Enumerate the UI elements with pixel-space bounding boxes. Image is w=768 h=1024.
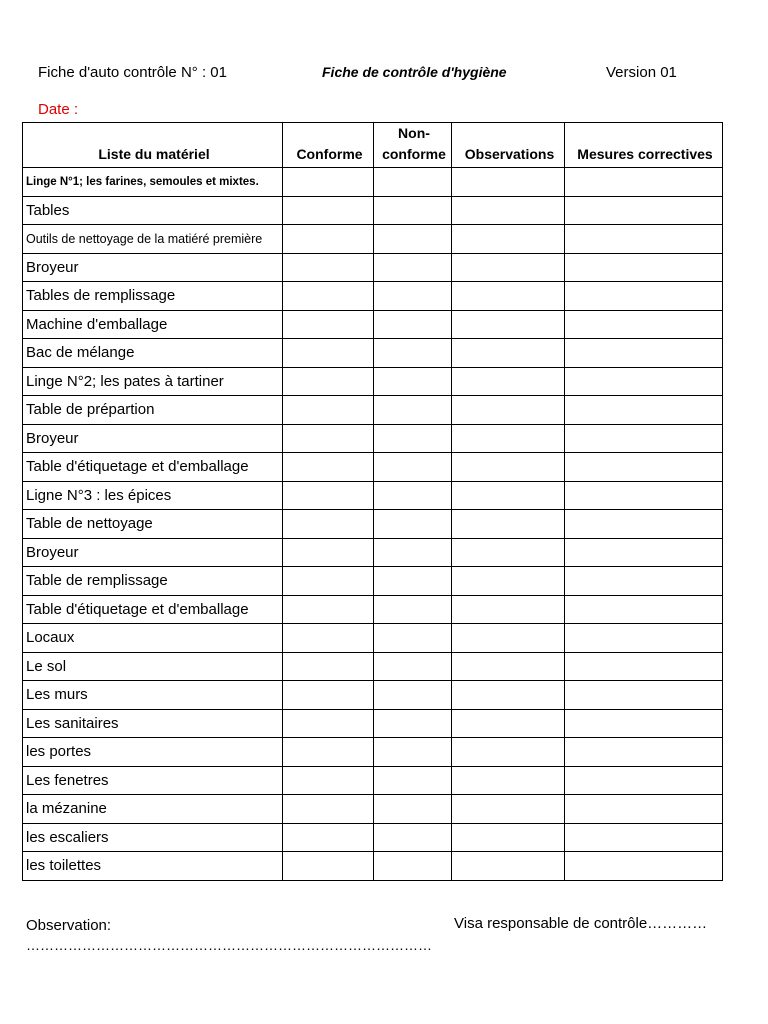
mesures-correctives-cell[interactable] xyxy=(565,538,723,567)
non-conforme-cell[interactable] xyxy=(374,852,452,881)
observation-dotted-line[interactable]: …………………………………………………………………………… xyxy=(26,937,432,953)
mesures-correctives-cell[interactable] xyxy=(565,310,723,339)
conforme-cell[interactable] xyxy=(283,795,374,824)
material-name-cell: Broyeur xyxy=(23,253,283,282)
material-name-cell: Broyeur xyxy=(23,424,283,453)
non-conforme-cell[interactable] xyxy=(374,310,452,339)
non-conforme-cell[interactable] xyxy=(374,795,452,824)
material-name-cell: Les murs xyxy=(23,681,283,710)
material-name-cell: Table de nettoyage xyxy=(23,510,283,539)
mesures-correctives-cell[interactable] xyxy=(565,795,723,824)
material-name-cell: Table d'étiquetage et d'emballage xyxy=(23,595,283,624)
table-row xyxy=(23,453,723,482)
conforme-cell[interactable] xyxy=(283,367,374,396)
conforme-cell[interactable] xyxy=(283,396,374,425)
version-label: Version 01 xyxy=(606,64,677,81)
table-row xyxy=(23,225,723,254)
observations-cell[interactable] xyxy=(452,225,565,254)
non-conforme-cell[interactable] xyxy=(374,453,452,482)
observations-cell[interactable] xyxy=(452,481,565,510)
conforme-cell[interactable] xyxy=(283,538,374,567)
observations-cell[interactable] xyxy=(452,766,565,795)
material-name-cell: Table de remplissage xyxy=(23,567,283,596)
observations-cell[interactable] xyxy=(452,339,565,368)
table-row xyxy=(23,709,723,738)
non-conforme-cell[interactable] xyxy=(374,510,452,539)
material-name-cell: Broyeur xyxy=(23,538,283,567)
non-conforme-cell[interactable] xyxy=(374,624,452,653)
conforme-cell[interactable] xyxy=(283,823,374,852)
table-row xyxy=(23,481,723,510)
table-row xyxy=(23,168,723,197)
mesures-correctives-cell[interactable] xyxy=(565,168,723,197)
non-conforme-cell[interactable] xyxy=(374,681,452,710)
mesures-correctives-cell[interactable] xyxy=(565,652,723,681)
material-name-cell: Table d'étiquetage et d'emballage xyxy=(23,453,283,482)
mesures-correctives-cell[interactable] xyxy=(565,709,723,738)
page-title: Fiche de contrôle d'hygiène xyxy=(322,64,507,80)
observation-label: Observation: xyxy=(26,917,112,934)
mesures-correctives-cell[interactable] xyxy=(565,282,723,311)
observations-cell[interactable] xyxy=(452,168,565,197)
column-header-material: Liste du matériel xyxy=(23,123,283,168)
conforme-cell[interactable] xyxy=(283,481,374,510)
non-conforme-cell[interactable] xyxy=(374,168,452,197)
table-row xyxy=(23,196,723,225)
conforme-cell[interactable] xyxy=(283,852,374,881)
material-name-cell: Outils de nettoyage de la matiéré première xyxy=(23,225,283,254)
observations-cell[interactable] xyxy=(452,738,565,767)
material-name-cell: Locaux xyxy=(23,624,283,653)
visa-signature-line[interactable]: Visa responsable de contrôle………… xyxy=(454,915,708,932)
table-row xyxy=(23,567,723,596)
non-conforme-cell[interactable] xyxy=(374,367,452,396)
observations-cell[interactable] xyxy=(452,453,565,482)
checklist-body xyxy=(23,168,723,881)
conforme-cell[interactable] xyxy=(283,253,374,282)
non-conforme-cell[interactable] xyxy=(374,538,452,567)
non-conforme-cell[interactable] xyxy=(374,567,452,596)
mesures-correctives-cell[interactable] xyxy=(565,823,723,852)
non-conforme-cell[interactable] xyxy=(374,595,452,624)
non-conforme-cell[interactable] xyxy=(374,481,452,510)
observations-cell[interactable] xyxy=(452,310,565,339)
mesures-correctives-cell[interactable] xyxy=(565,253,723,282)
mesures-correctives-cell[interactable] xyxy=(565,453,723,482)
non-conforme-cell[interactable] xyxy=(374,738,452,767)
observations-cell[interactable] xyxy=(452,396,565,425)
mesures-correctives-cell[interactable] xyxy=(565,852,723,881)
observations-cell[interactable] xyxy=(452,624,565,653)
table-row xyxy=(23,738,723,767)
conforme-cell[interactable] xyxy=(283,339,374,368)
conforme-cell[interactable] xyxy=(283,738,374,767)
material-name-cell: Linge N°2; les pates à tartiner xyxy=(23,367,283,396)
conforme-cell[interactable] xyxy=(283,310,374,339)
column-header-non-conforme: Non-conforme xyxy=(374,123,452,168)
conforme-cell[interactable] xyxy=(283,595,374,624)
observations-cell[interactable] xyxy=(452,795,565,824)
material-name-cell: Tables xyxy=(23,196,283,225)
table-row xyxy=(23,595,723,624)
conforme-cell[interactable] xyxy=(283,196,374,225)
non-conforme-cell[interactable] xyxy=(374,282,452,311)
material-name-cell: Table de prépartion xyxy=(23,396,283,425)
conforme-cell[interactable] xyxy=(283,681,374,710)
non-conforme-cell[interactable] xyxy=(374,424,452,453)
sheet-number: Fiche d'auto contrôle N° : 01 xyxy=(38,64,227,81)
hygiene-checklist-table xyxy=(22,122,723,881)
mesures-correctives-cell[interactable] xyxy=(565,225,723,254)
table-row xyxy=(23,681,723,710)
observations-cell[interactable] xyxy=(452,253,565,282)
observations-cell[interactable] xyxy=(452,595,565,624)
observations-cell[interactable] xyxy=(452,852,565,881)
conforme-cell[interactable] xyxy=(283,510,374,539)
mesures-correctives-cell[interactable] xyxy=(565,396,723,425)
conforme-cell[interactable] xyxy=(283,652,374,681)
conforme-cell[interactable] xyxy=(283,766,374,795)
table-row xyxy=(23,396,723,425)
material-name-cell: Linge N°1; les farines, semoules et mixtes. xyxy=(23,168,283,197)
table-row xyxy=(23,766,723,795)
table-row xyxy=(23,424,723,453)
conforme-cell[interactable] xyxy=(283,168,374,197)
conforme-cell[interactable] xyxy=(283,225,374,254)
non-conforme-cell[interactable] xyxy=(374,225,452,254)
observations-cell[interactable] xyxy=(452,823,565,852)
observations-cell[interactable] xyxy=(452,510,565,539)
column-header-mesures-correctives: Mesures correctives xyxy=(565,123,723,168)
conforme-cell[interactable] xyxy=(283,424,374,453)
conforme-cell[interactable] xyxy=(283,453,374,482)
mesures-correctives-cell[interactable] xyxy=(565,738,723,767)
mesures-correctives-cell[interactable] xyxy=(565,766,723,795)
mesures-correctives-cell[interactable] xyxy=(565,567,723,596)
non-conforme-cell[interactable] xyxy=(374,396,452,425)
observations-cell[interactable] xyxy=(452,196,565,225)
table-header-row xyxy=(23,123,723,168)
column-header-observations: Observations xyxy=(452,123,565,168)
conforme-cell[interactable] xyxy=(283,567,374,596)
non-conforme-cell[interactable] xyxy=(374,253,452,282)
observations-cell[interactable] xyxy=(452,709,565,738)
table-row xyxy=(23,282,723,311)
material-name-cell: Le sol xyxy=(23,652,283,681)
mesures-correctives-cell[interactable] xyxy=(565,339,723,368)
table-row xyxy=(23,652,723,681)
table-row xyxy=(23,339,723,368)
table-row xyxy=(23,852,723,881)
material-name-cell: Bac de mélange xyxy=(23,339,283,368)
column-header-conforme: Conforme xyxy=(283,123,374,168)
observations-cell[interactable] xyxy=(452,681,565,710)
conforme-cell[interactable] xyxy=(283,282,374,311)
conforme-cell[interactable] xyxy=(283,709,374,738)
non-conforme-cell[interactable] xyxy=(374,823,452,852)
observations-cell[interactable] xyxy=(452,538,565,567)
date-field-label: Date : xyxy=(38,101,79,118)
table-row xyxy=(23,310,723,339)
table-row xyxy=(23,795,723,824)
non-conforme-cell[interactable] xyxy=(374,339,452,368)
material-name-cell: la mézanine xyxy=(23,795,283,824)
mesures-correctives-cell[interactable] xyxy=(565,510,723,539)
conforme-cell[interactable] xyxy=(283,624,374,653)
table-row xyxy=(23,538,723,567)
material-name-cell: les portes xyxy=(23,738,283,767)
material-name-cell: Machine d'emballage xyxy=(23,310,283,339)
material-name-cell: Les fenetres xyxy=(23,766,283,795)
mesures-correctives-cell[interactable] xyxy=(565,367,723,396)
non-conforme-cell[interactable] xyxy=(374,196,452,225)
observations-cell[interactable] xyxy=(452,367,565,396)
observations-cell[interactable] xyxy=(452,424,565,453)
material-name-cell: Les sanitaires xyxy=(23,709,283,738)
non-conforme-cell[interactable] xyxy=(374,652,452,681)
material-name-cell: Ligne N°3 : les épices xyxy=(23,481,283,510)
table-row xyxy=(23,624,723,653)
observations-cell[interactable] xyxy=(452,282,565,311)
mesures-correctives-cell[interactable] xyxy=(565,595,723,624)
mesures-correctives-cell[interactable] xyxy=(565,424,723,453)
table-row xyxy=(23,367,723,396)
mesures-correctives-cell[interactable] xyxy=(565,624,723,653)
material-name-cell: les toilettes xyxy=(23,852,283,881)
table-row xyxy=(23,510,723,539)
table-row xyxy=(23,823,723,852)
table-row xyxy=(23,253,723,282)
mesures-correctives-cell[interactable] xyxy=(565,481,723,510)
non-conforme-cell[interactable] xyxy=(374,766,452,795)
mesures-correctives-cell[interactable] xyxy=(565,681,723,710)
mesures-correctives-cell[interactable] xyxy=(565,196,723,225)
observations-cell[interactable] xyxy=(452,652,565,681)
non-conforme-cell[interactable] xyxy=(374,709,452,738)
observations-cell[interactable] xyxy=(452,567,565,596)
material-name-cell: Tables de remplissage xyxy=(23,282,283,311)
material-name-cell: les escaliers xyxy=(23,823,283,852)
